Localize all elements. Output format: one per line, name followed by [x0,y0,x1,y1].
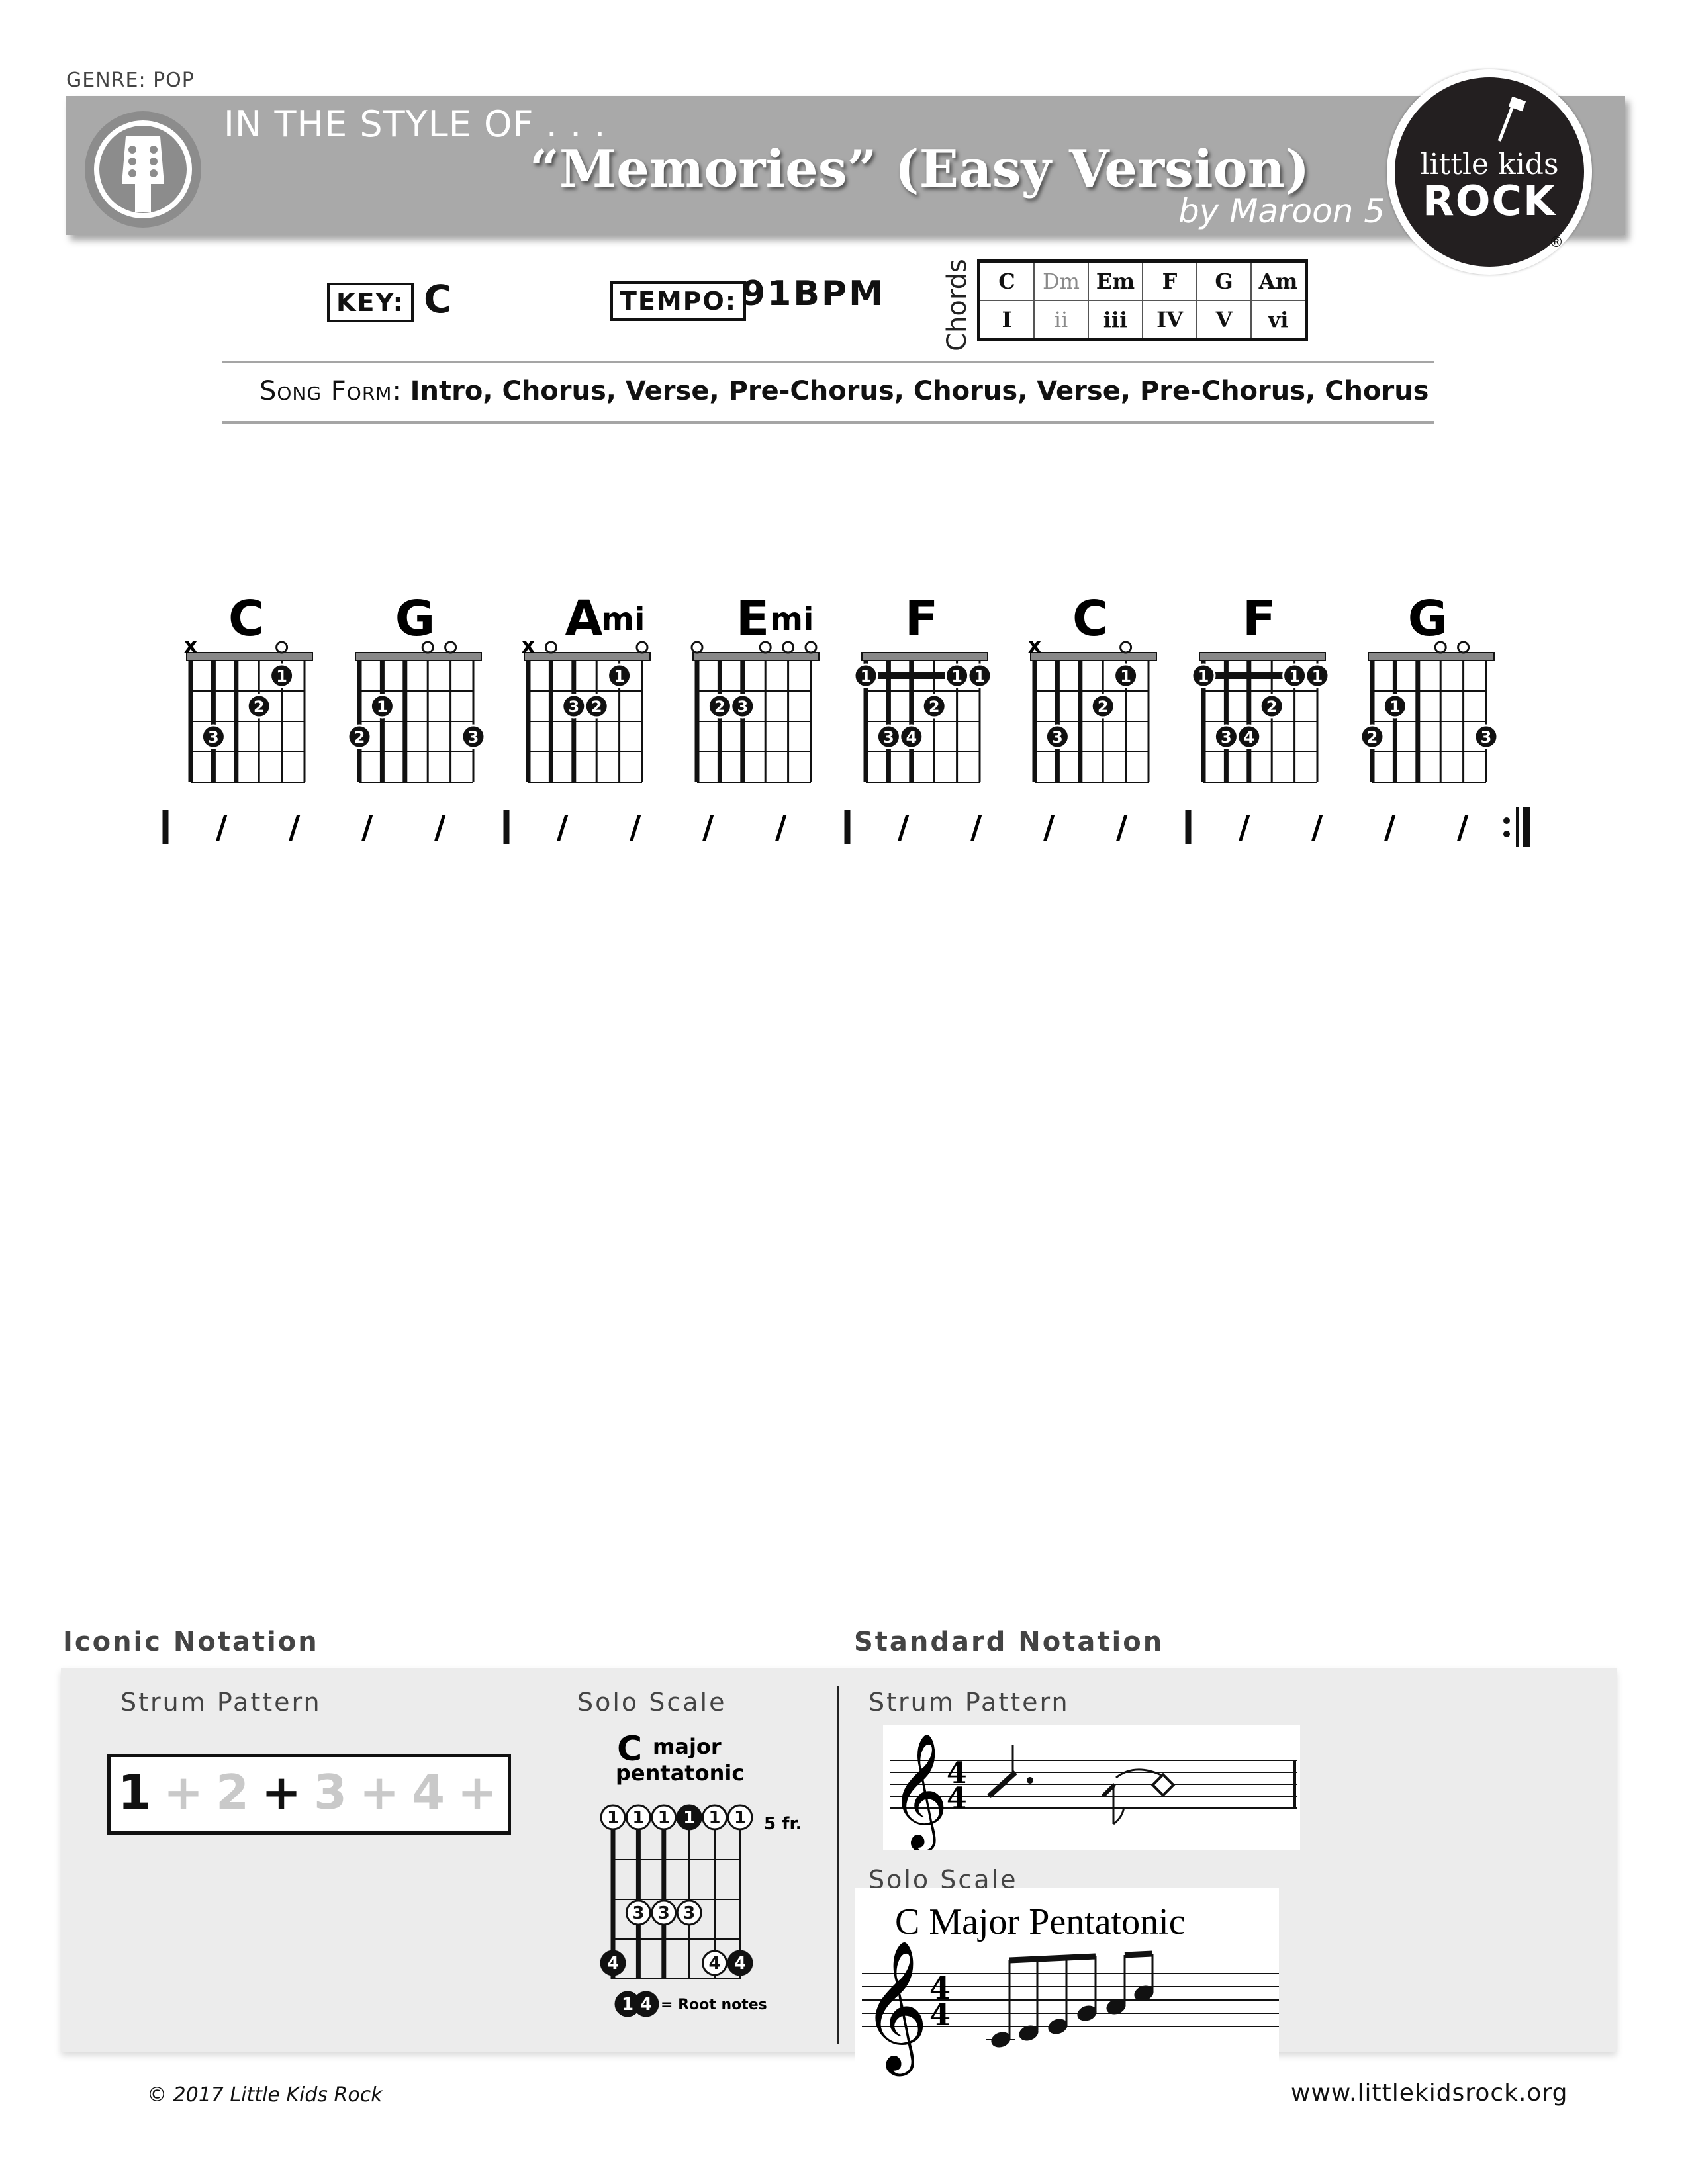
website-link[interactable]: www.littlekidsrock.org [1291,2079,1568,2107]
chord-name: E [735,590,770,647]
open-string-marker [1458,642,1469,653]
beat-slash: / [1457,809,1469,846]
chord-name-cell: G [1197,261,1251,301]
time-signature-top: 4 [947,1756,967,1790]
muted-string-marker: x [1027,633,1042,658]
scale-finger: 4 [606,1954,620,1974]
nut [1199,653,1325,660]
beat-slash: / [289,809,301,846]
beat-slash: / [1116,809,1128,846]
strum-counts [111,1757,508,1831]
chord-diagram [1028,590,1156,782]
divider-line [222,361,1434,363]
scale-finger: 3 [657,1903,670,1923]
tempo-value: 91BPM [741,274,885,314]
finger-number: 1 [1389,698,1401,716]
standard-notation-heading: Standard Notation [854,1627,1164,1657]
chord-name-cell: Am [1251,261,1307,301]
scale-finger: 4 [708,1954,721,1974]
chord-diagram [1192,590,1329,782]
open-string-marker [277,642,287,653]
logo-text-little-kids: little kids [1420,148,1559,181]
finger-number: 2 [714,698,726,716]
scale-finger: 3 [632,1903,645,1923]
fret-number-label: 5 fr. [764,1814,802,1834]
open-string-marker [445,642,456,653]
chord-diagram [1361,590,1497,782]
tie-arc [1116,1770,1161,1778]
tempo-label: TEMPO: [610,281,746,321]
chord-suffix: mi [770,601,814,638]
open-string-marker [545,642,556,653]
scale-finger: 4 [639,1995,653,2015]
repeat-dot [1503,831,1510,837]
beat-slash: / [702,809,714,846]
time-signature-bottom: 4 [947,1782,967,1815]
beat-slash: / [775,809,787,846]
strum-pattern-staff [883,1725,1300,1850]
nut [862,653,988,660]
strum-count: 3 [313,1764,348,1820]
iconic-notation-heading: Iconic Notation [63,1627,319,1657]
chord-diagram [855,590,991,782]
finger-number: 2 [253,698,265,716]
standard-solo-scale-label: Solo Scale [868,1865,1018,1894]
finger-number: 1 [974,667,986,686]
beat-slash: / [1384,809,1396,846]
strum-count: 2 [215,1764,250,1820]
finger-number: 2 [590,698,602,716]
chord-name: A [565,590,603,647]
chord-numeral-cell: I [979,300,1035,340]
finger-number: 3 [1480,728,1492,747]
chord-diagram [184,590,312,782]
logo-text-rock: ROCK [1423,177,1556,225]
repeat-dot [1503,817,1510,824]
finger-number: 1 [1311,667,1323,686]
pentatonic-fretboard [593,1721,831,2025]
strum-count-box [107,1754,511,1835]
beat-slash: / [216,809,228,846]
muted-string-marker: x [183,633,198,658]
finger-number: 3 [1221,728,1232,747]
nut [1368,653,1494,660]
guitar-headstock-icon [85,111,201,228]
finger-number: 1 [1289,667,1300,686]
chord-name-cell: C [979,261,1035,301]
finger-number: 2 [353,728,365,747]
open-string-marker [692,642,702,653]
finger-number: 2 [1266,698,1278,716]
nut [693,653,819,660]
chord-diagram [522,590,650,782]
finger-number: 1 [614,667,625,686]
chord-numeral-cell: V [1197,300,1251,340]
root-notes-label: = Root notes [661,1997,767,2013]
chord-numeral-cell: IV [1143,300,1197,340]
chord-chart [146,582,1589,874]
chord-name-cell: F [1143,261,1197,301]
finger-number: 1 [860,667,872,686]
finger-number: 4 [906,728,917,747]
song-title: “Memories” (Easy Version) [530,139,1310,199]
chord-name-cell: Em [1088,261,1143,301]
muted-string-marker: x [521,633,536,658]
scale-name-c: C [617,1729,643,1769]
diamond-whole-note [1152,1774,1173,1795]
nut [1031,653,1156,660]
finger-number: 1 [951,667,962,686]
finger-number: 1 [1120,667,1131,686]
note-beam [1125,1954,1152,1955]
scale-name-pentatonic: pentatonic [616,1760,745,1786]
beat-slash: / [970,809,982,846]
beat-slash: / [630,809,641,846]
finger-number: 4 [1243,728,1255,747]
scale-name-major: major [653,1734,722,1759]
treble-clef-icon: 𝄞 [890,1733,949,1848]
chord-name: C [228,590,265,647]
chord-name-cell: Dm [1034,261,1088,301]
chord-name: F [904,590,939,647]
scale-finger: 1 [708,1808,721,1828]
beat-slash: / [361,809,373,846]
open-string-marker [637,642,647,653]
slash-note-eighth [1103,1784,1124,1824]
chord-numeral-cell: vi [1251,300,1307,340]
scale-finger: 1 [632,1808,645,1828]
chord-diagram [348,590,485,782]
key-value: C [424,277,452,322]
key-label: KEY: [327,283,414,322]
nut [355,653,481,660]
note-beam [1009,1956,1096,1960]
scale-finger: 3 [683,1903,696,1923]
chord-diagram [692,590,819,782]
chords-vertical-label: Chords [942,259,972,351]
slash-note-dotted-quarter [989,1745,1033,1796]
beat-slash: / [1043,809,1055,846]
finger-number: 3 [1052,728,1063,747]
scale-finger: 1 [683,1808,696,1828]
chord-function-table [977,259,1308,341]
divider-line [222,421,1434,424]
notation-divider [837,1686,839,2044]
copyright: © 2017 Little Kids Rock [147,2083,383,2107]
time-signature-bottom: 4 [929,1997,951,2032]
iconic-solo-scale-label: Solo Scale [577,1688,727,1717]
scale-title: C Major Pentatonic [895,1901,1186,1942]
solo-scale-staff [855,1888,1279,2079]
strum-count: + [457,1764,498,1820]
beat-slash: / [434,809,446,846]
song-form-value: Intro, Chorus, Verse, Pre-Chorus, Chorus, Verse, Pre-Chorus, Chorus [410,376,1429,406]
strum-count: + [359,1764,400,1820]
genre-label: GENRE: POP [66,69,195,92]
iconic-strum-pattern-label: Strum Pattern [120,1688,322,1717]
artist-name: by Maroon 5 [1178,192,1385,230]
chord-numeral-cell: iii [1088,300,1143,340]
beat-slash: / [1311,809,1323,846]
open-string-marker [806,642,816,653]
chord-name: F [1242,590,1276,647]
scale-finger: 1 [657,1808,670,1828]
finger-number: 2 [1097,698,1109,716]
strum-count: 4 [411,1764,445,1820]
beat-slash: / [898,809,910,846]
strum-count: 1 [117,1764,152,1820]
finger-number: 3 [883,728,894,747]
chord-suffix: mi [601,601,645,638]
registered-mark: ® [1549,234,1564,251]
finger-number: 3 [737,698,749,716]
scale-finger: 1 [606,1808,620,1828]
song-form [259,376,1429,406]
finger-number: 1 [377,698,388,716]
scale-finger: 4 [733,1954,747,1974]
song-form-label: Song Form: [259,376,402,406]
finger-number: 1 [276,667,287,686]
strum-count: + [261,1764,302,1820]
finger-number: 3 [568,698,580,716]
finger-number: 1 [1197,667,1209,686]
guitar-logo-icon [1494,97,1534,144]
beat-slash: / [557,809,569,846]
chord-name: G [1407,590,1448,647]
time-signature-top: 4 [929,1970,951,2006]
nut [187,653,312,660]
chord-numeral-cell: ii [1034,300,1088,340]
chord-name: G [395,590,436,647]
standard-strum-pattern-label: Strum Pattern [868,1688,1070,1717]
strum-count: + [163,1764,204,1820]
scale-finger: 1 [733,1808,747,1828]
finger-number: 3 [467,728,479,747]
nut [524,653,650,660]
beat-slash: / [1239,809,1250,846]
style-of-label: IN THE STYLE OF . . . [224,103,606,145]
scale-finger: 1 [621,1995,634,2015]
chord-name: C [1072,590,1109,647]
finger-number: 3 [208,728,219,747]
scale-notes [986,1954,1156,2050]
open-string-marker [783,642,794,653]
treble-clef-icon: 𝄞 [862,1940,929,2071]
open-string-marker [1121,642,1131,653]
finger-number: 2 [1366,728,1378,747]
fretboard-grid [601,1805,752,2016]
finger-number: 2 [928,698,940,716]
